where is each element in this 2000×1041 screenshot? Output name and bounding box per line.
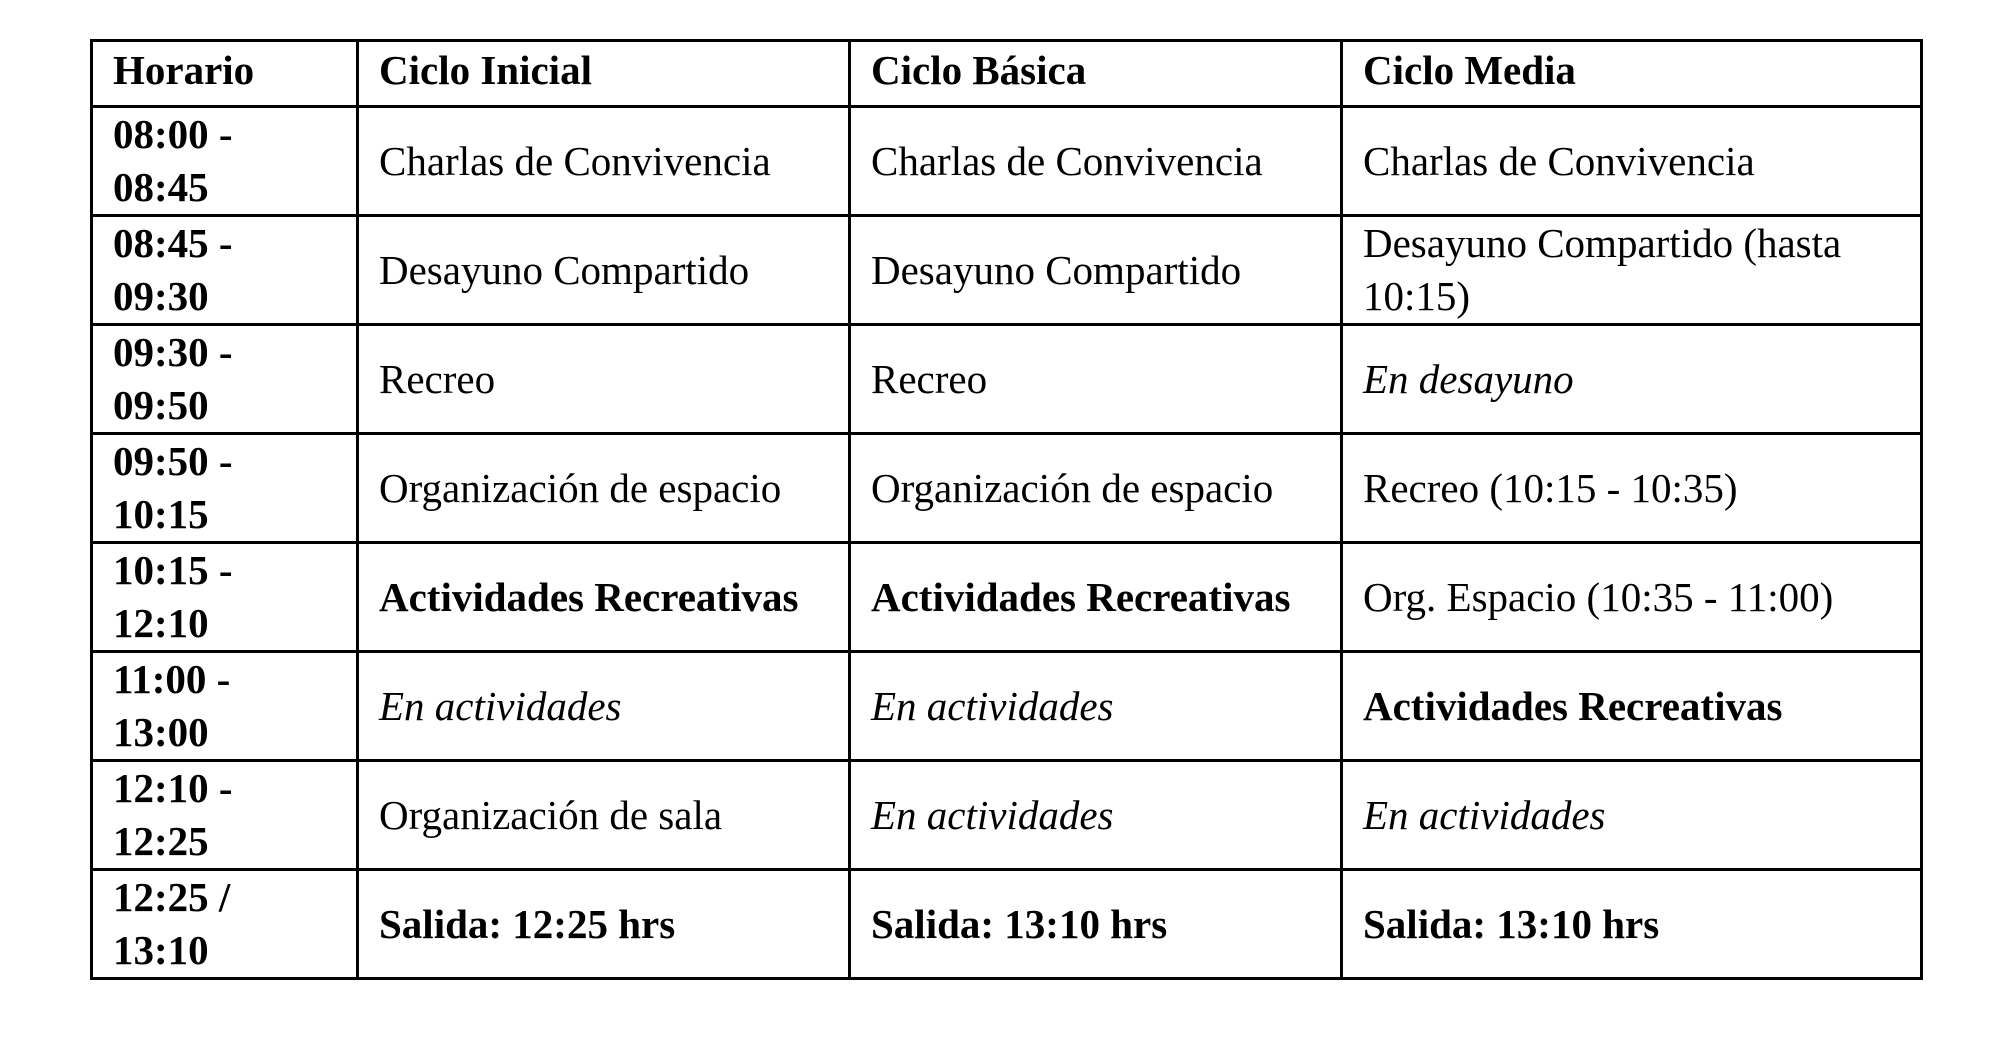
header-ciclo-basica: Ciclo Básica	[850, 41, 1342, 107]
time-start: 12:25 /	[113, 874, 231, 920]
cell-ciclo-inicial: Organización de espacio	[358, 434, 850, 543]
header-ciclo-media: Ciclo Media	[1342, 41, 1922, 107]
time-end: 09:50	[113, 382, 209, 428]
cell-ciclo-basica: Recreo	[850, 325, 1342, 434]
time-start: 12:10 -	[113, 765, 233, 811]
cell-ciclo-inicial: Actividades Recreativas	[358, 543, 850, 652]
time-end: 09:30	[113, 273, 209, 319]
time-cell	[92, 652, 358, 761]
table-row	[92, 216, 1922, 325]
time-start: 09:30 -	[113, 329, 233, 375]
schedule-table	[90, 39, 1923, 980]
cell-ciclo-basica: Charlas de Convivencia	[850, 107, 1342, 216]
cell-ciclo-inicial: Salida: 12:25 hrs	[358, 870, 850, 979]
cell-ciclo-media: Salida: 13:10 hrs	[1342, 870, 1922, 979]
time-end: 13:10	[113, 927, 209, 973]
time-start: 11:00 -	[113, 656, 231, 702]
cell-ciclo-inicial: Recreo	[358, 325, 850, 434]
time-end: 12:25	[113, 818, 209, 864]
cell-ciclo-media: Desayuno Compartido (hasta 10:15)	[1342, 216, 1922, 325]
cell-ciclo-inicial: En actividades	[358, 652, 850, 761]
cell-ciclo-basica: Desayuno Compartido	[850, 216, 1342, 325]
time-cell	[92, 434, 358, 543]
table-body	[92, 107, 1922, 979]
time-cell	[92, 107, 358, 216]
table-row	[92, 652, 1922, 761]
time-start: 08:00 -	[113, 111, 233, 157]
time-cell	[92, 870, 358, 979]
time-start: 10:15 -	[113, 547, 233, 593]
table-row	[92, 107, 1922, 216]
time-start: 09:50 -	[113, 438, 233, 484]
header-ciclo-inicial: Ciclo Inicial	[358, 41, 850, 107]
table-header-row	[92, 41, 1922, 107]
cell-ciclo-media: Recreo (10:15 - 10:35)	[1342, 434, 1922, 543]
time-end: 08:45	[113, 164, 209, 210]
time-cell	[92, 543, 358, 652]
cell-ciclo-inicial: Charlas de Convivencia	[358, 107, 850, 216]
cell-ciclo-media: Charlas de Convivencia	[1342, 107, 1922, 216]
time-cell	[92, 325, 358, 434]
cell-ciclo-basica: En actividades	[850, 652, 1342, 761]
table-row	[92, 325, 1922, 434]
cell-ciclo-media: Actividades Recreativas	[1342, 652, 1922, 761]
table-row	[92, 761, 1922, 870]
time-end: 10:15	[113, 491, 209, 537]
cell-ciclo-basica: Salida: 13:10 hrs	[850, 870, 1342, 979]
cell-ciclo-basica: En actividades	[850, 761, 1342, 870]
time-end: 12:10	[113, 600, 209, 646]
cell-ciclo-basica: Organización de espacio	[850, 434, 1342, 543]
cell-ciclo-media: Org. Espacio (10:35 - 11:00)	[1342, 543, 1922, 652]
time-start: 08:45 -	[113, 220, 233, 266]
time-cell	[92, 761, 358, 870]
time-end: 13:00	[113, 709, 209, 755]
cell-ciclo-basica: Actividades Recreativas	[850, 543, 1342, 652]
table-row	[92, 543, 1922, 652]
time-cell	[92, 216, 358, 325]
header-horario: Horario	[92, 41, 358, 107]
table-row	[92, 870, 1922, 979]
table-row	[92, 434, 1922, 543]
cell-ciclo-media: En actividades	[1342, 761, 1922, 870]
cell-ciclo-inicial: Desayuno Compartido	[358, 216, 850, 325]
cell-ciclo-inicial: Organización de sala	[358, 761, 850, 870]
cell-ciclo-media: En desayuno	[1342, 325, 1922, 434]
